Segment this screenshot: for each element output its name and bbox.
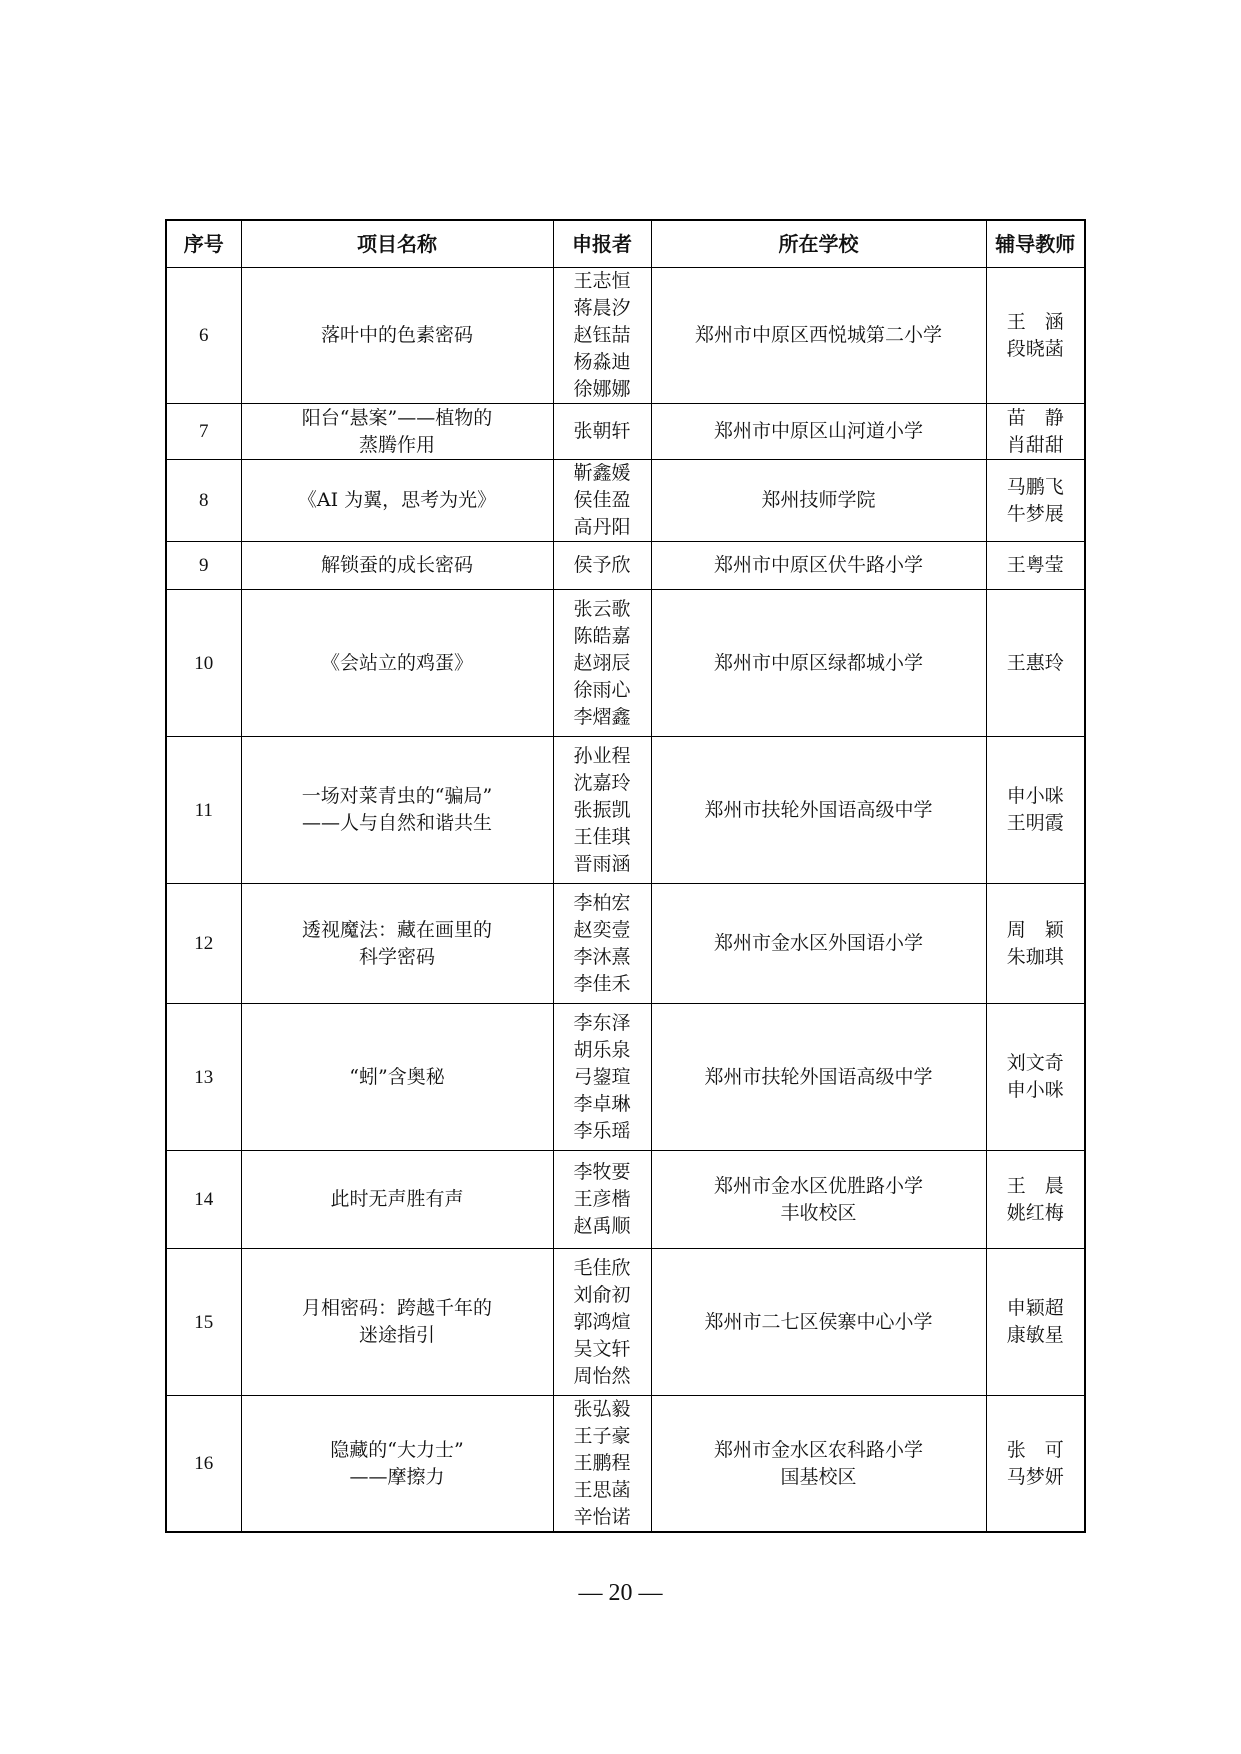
applicant-line: 王志恒 — [573, 270, 631, 292]
teacher-line: 申颖超 — [1006, 1297, 1064, 1319]
applicant-line: 李乐瑶 — [573, 1119, 631, 1142]
school-name-line: 郑州市中原区山河道小学 — [713, 420, 923, 442]
project-name-cell — [241, 404, 553, 460]
applicant-line: 李柏宏 — [573, 891, 631, 914]
applicant-line: 王思菡 — [573, 1479, 631, 1501]
applicant-line: 侯予欣 — [573, 554, 631, 576]
project-name-line: 《会站立的鸡蛋》 — [320, 651, 473, 674]
table-row — [166, 542, 1085, 590]
table-row — [166, 884, 1085, 1004]
teacher-cell — [986, 1151, 1085, 1249]
project-name-line: 《AI 为翼，思考为光》 — [297, 489, 497, 511]
project-name-line: 阳台“悬案”——植物的 — [301, 406, 493, 429]
applicant-cell — [553, 1151, 651, 1249]
applicant-line: 张弘毅 — [573, 1398, 631, 1420]
applicant-cell — [553, 268, 651, 404]
row-index: 15 — [166, 1249, 241, 1396]
school-name-line: 郑州市金水区农科路小学 — [713, 1438, 923, 1461]
project-name-cell — [241, 884, 553, 1004]
applicant-line: 张振凯 — [573, 798, 631, 821]
project-name-line: “蚓”含奥秘 — [349, 1065, 445, 1088]
row-index: 13 — [166, 1004, 241, 1151]
school-name-cell — [651, 1151, 986, 1249]
school-name-line: 郑州市金水区优胜路小学 — [713, 1174, 923, 1197]
row-index: 6 — [166, 268, 241, 404]
header-row — [166, 220, 1085, 268]
project-name-line: 此时无声胜有声 — [330, 1188, 464, 1210]
teacher-cell — [986, 404, 1085, 460]
table-row — [166, 460, 1085, 542]
teacher-cell — [986, 1396, 1085, 1533]
table-row — [166, 268, 1085, 404]
applicant-line: 胡乐泉 — [573, 1038, 631, 1061]
school-name-line: 郑州市扶轮外国语高级中学 — [704, 1065, 933, 1088]
applicant-line: 赵钰喆 — [573, 324, 631, 346]
teacher-line: 苗 静 — [1006, 406, 1064, 429]
applicant-line: 高丹阳 — [573, 516, 631, 538]
header-project: 项目名称 — [241, 220, 553, 268]
teacher-cell — [986, 737, 1085, 884]
project-name-cell — [241, 1151, 553, 1249]
applicant-line: 李东泽 — [573, 1011, 631, 1034]
school-name-cell — [651, 542, 986, 590]
applicant-line: 侯佳盈 — [573, 489, 631, 511]
applicant-cell — [553, 737, 651, 884]
school-name-line: 郑州市中原区西悦城第二小学 — [694, 324, 942, 346]
applicant-line: 周怡然 — [573, 1364, 631, 1387]
project-name-line: 解锁蚕的成长密码 — [320, 554, 473, 576]
table-row — [166, 1004, 1085, 1151]
project-name-cell — [241, 542, 553, 590]
table-row — [166, 404, 1085, 460]
applicant-line: 徐娜娜 — [573, 378, 631, 400]
teacher-cell — [986, 1249, 1085, 1396]
project-name-cell — [241, 590, 553, 737]
row-index: 16 — [166, 1396, 241, 1533]
teacher-cell — [986, 542, 1085, 590]
row-index: 7 — [166, 404, 241, 460]
project-name-cell — [241, 460, 553, 542]
project-name-line: 蒸腾作用 — [358, 433, 435, 456]
applicant-line: 陈皓嘉 — [573, 624, 631, 647]
applicant-line: 辛怡诺 — [573, 1506, 631, 1528]
school-name-cell — [651, 884, 986, 1004]
project-name-cell — [241, 1249, 553, 1396]
school-name-cell — [651, 404, 986, 460]
school-name-cell — [651, 268, 986, 404]
teacher-cell — [986, 1004, 1085, 1151]
teacher-line: 马鹏飞 — [1006, 475, 1064, 498]
table-row — [166, 1249, 1085, 1396]
table-row — [166, 1396, 1085, 1533]
teacher-line: 康敏星 — [1006, 1324, 1064, 1346]
teacher-line: 张 可 — [1006, 1438, 1064, 1461]
school-name-line: 郑州市金水区外国语小学 — [713, 932, 923, 954]
applicant-line: 张云歌 — [573, 597, 631, 620]
school-name-line: 国基校区 — [780, 1465, 857, 1488]
row-index: 12 — [166, 884, 241, 1004]
school-name-cell — [651, 1396, 986, 1533]
school-name-line: 郑州技师学院 — [761, 489, 876, 511]
applicant-line: 王子豪 — [573, 1425, 631, 1447]
applicant-cell — [553, 460, 651, 542]
table-row — [166, 590, 1085, 737]
applicant-line: 李卓琳 — [573, 1092, 631, 1115]
applicant-line: 吴文轩 — [573, 1337, 631, 1360]
project-name-cell — [241, 1004, 553, 1151]
project-name-line: 迷途指引 — [358, 1324, 435, 1346]
teacher-line: 刘文奇 — [1006, 1052, 1064, 1074]
applicant-cell — [553, 590, 651, 737]
applicant-line: 杨淼迪 — [573, 351, 631, 373]
project-name-line: 透视魔法：藏在画里的 — [301, 918, 492, 941]
applicant-line: 毛佳欣 — [573, 1256, 631, 1279]
applicant-line: 赵奕壹 — [573, 918, 631, 941]
teacher-cell — [986, 460, 1085, 542]
school-name-line: 丰收校区 — [780, 1201, 857, 1224]
row-index: 10 — [166, 590, 241, 737]
header-school: 所在学校 — [651, 220, 986, 268]
teacher-line: 王粤莹 — [1006, 554, 1064, 576]
project-name-line: 隐藏的“大力士” — [330, 1438, 464, 1461]
applicant-cell — [553, 884, 651, 1004]
teacher-cell — [986, 884, 1085, 1004]
teacher-line: 朱珈琪 — [1006, 945, 1064, 968]
teacher-line: 申小咪 — [1006, 1079, 1064, 1101]
project-name-cell — [241, 268, 553, 404]
applicant-line: 徐雨心 — [573, 678, 631, 701]
teacher-line: 王 晨 — [1006, 1174, 1064, 1197]
project-name-cell — [241, 737, 553, 884]
row-index: 9 — [166, 542, 241, 590]
applicant-line: 弓鋆瑄 — [573, 1065, 631, 1088]
school-name-line: 郑州市扶轮外国语高级中学 — [704, 798, 933, 821]
row-index: 8 — [166, 460, 241, 542]
header-teachers: 辅导教师 — [986, 220, 1085, 268]
school-name-cell — [651, 737, 986, 884]
applicant-line: 李佳禾 — [573, 972, 631, 995]
teacher-line: 王明霞 — [1006, 812, 1064, 834]
applicant-line: 李牧要 — [573, 1161, 631, 1183]
teacher-line: 肖甜甜 — [1006, 433, 1064, 456]
applicant-cell — [553, 1396, 651, 1533]
teacher-line: 牛梦展 — [1006, 502, 1064, 525]
applicant-line: 赵翊辰 — [573, 651, 631, 674]
applicant-line: 赵禹顺 — [573, 1215, 631, 1237]
teacher-line: 姚红梅 — [1006, 1201, 1064, 1224]
header-applicants: 申报者 — [553, 220, 651, 268]
applicant-line: 张朝轩 — [573, 420, 631, 442]
school-name-cell — [651, 460, 986, 542]
school-name-cell — [651, 1004, 986, 1151]
applicant-line: 孙业程 — [573, 744, 631, 767]
project-name-cell — [241, 1396, 553, 1533]
row-index: 11 — [166, 737, 241, 884]
applicant-line: 李熠鑫 — [573, 705, 631, 728]
applicant-line: 郭鸿煊 — [573, 1310, 631, 1333]
header-index: 序号 — [166, 220, 241, 268]
applicant-cell — [553, 1004, 651, 1151]
project-name-line: 一场对菜青虫的“骗局” — [301, 785, 493, 807]
applicant-line: 王彦楷 — [573, 1188, 631, 1210]
project-name-line: ——摩擦力 — [349, 1465, 445, 1488]
project-name-line: 月相密码：跨越千年的 — [301, 1297, 492, 1319]
page-number: — 20 — — [578, 1580, 663, 1606]
project-name-line: ——人与自然和谐共生 — [301, 812, 492, 834]
project-name-line: 科学密码 — [358, 945, 435, 968]
teacher-line: 段晓菡 — [1006, 337, 1064, 360]
applicant-line: 王鹏程 — [573, 1452, 631, 1474]
applicant-cell — [553, 542, 651, 590]
teacher-line: 周 颖 — [1006, 918, 1064, 941]
table-row — [166, 737, 1085, 884]
teacher-line: 马梦妍 — [1006, 1465, 1064, 1488]
applicant-line: 王佳琪 — [573, 825, 631, 848]
applicant-line: 刘俞初 — [573, 1283, 631, 1306]
teacher-cell — [986, 590, 1085, 737]
school-name-cell — [651, 1249, 986, 1396]
teacher-line: 申小咪 — [1006, 785, 1064, 807]
teacher-line: 王 涵 — [1006, 310, 1064, 333]
school-name-cell — [651, 590, 986, 737]
row-index: 14 — [166, 1151, 241, 1249]
teacher-line: 王惠玲 — [1006, 651, 1064, 674]
applicant-line: 靳鑫媛 — [573, 462, 631, 484]
school-name-line: 郑州市中原区伏牛路小学 — [713, 554, 923, 576]
table-row — [166, 1151, 1085, 1249]
school-name-line: 郑州市中原区绿都城小学 — [713, 651, 923, 674]
project-name-line: 落叶中的色素密码 — [320, 324, 473, 346]
applicant-line: 沈嘉玲 — [573, 771, 631, 794]
applicant-line: 晋雨涵 — [573, 852, 631, 875]
school-name-line: 郑州市二七区侯寨中心小学 — [704, 1310, 933, 1333]
teacher-cell — [986, 268, 1085, 404]
applicant-line: 李沐熹 — [573, 945, 631, 968]
awards-table — [165, 219, 1086, 1533]
applicant-cell — [553, 1249, 651, 1396]
applicant-line: 蒋晨汐 — [573, 297, 631, 319]
applicant-cell — [553, 404, 651, 460]
